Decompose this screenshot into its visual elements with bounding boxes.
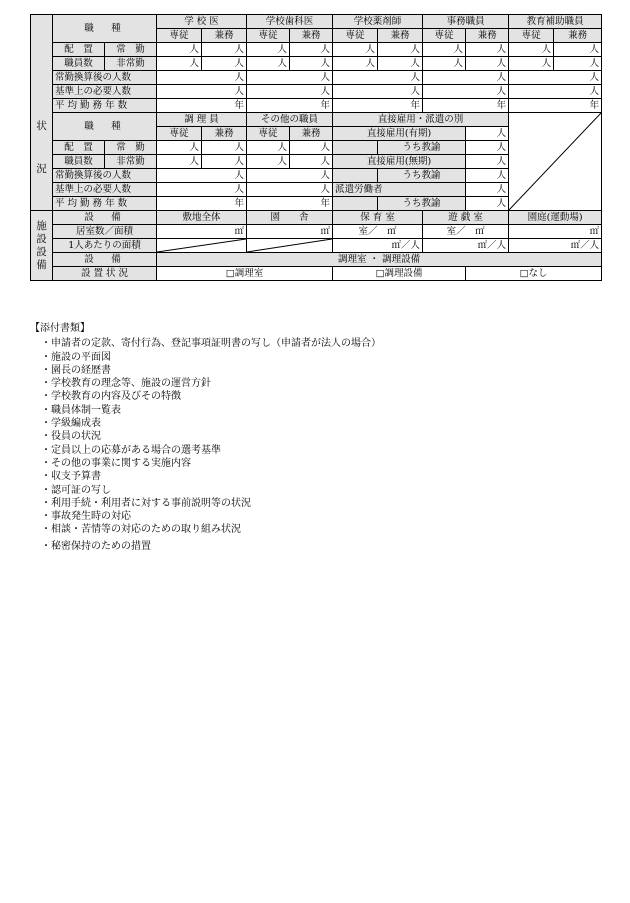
facility-side-label	[31, 211, 53, 281]
count-cell[interactable]: 人	[157, 141, 202, 155]
count-cell[interactable]: 人	[423, 85, 509, 99]
full-time-header: 専従	[247, 127, 290, 141]
list-item: ・事故発生時の対応	[41, 511, 131, 523]
count-cell[interactable]: 人	[247, 183, 333, 197]
job-type-header: 職 種	[53, 15, 157, 43]
count-cell[interactable]: 人	[333, 71, 423, 85]
rooms-area-cell[interactable]: 室／ ㎡	[423, 225, 509, 239]
count-cell[interactable]: 人	[509, 85, 602, 99]
blank-diagonal-cell	[157, 239, 247, 253]
option-none[interactable]: □なし	[466, 267, 602, 281]
count-cell[interactable]: 人	[202, 141, 247, 155]
blank-diagonal-cell	[509, 113, 602, 211]
role-other-staff: その他の職員	[247, 113, 333, 127]
dispatch-label: 派遣労働者	[333, 183, 466, 197]
count-cell[interactable]: 人	[509, 57, 554, 71]
count-cell[interactable]: 人	[247, 155, 290, 169]
list-item: ・学校教育の理念等、施設の運営方針	[41, 378, 211, 390]
count-cell[interactable]: 人	[423, 71, 509, 85]
part-time-header: 兼務	[202, 127, 247, 141]
count-cell[interactable]: 人	[157, 57, 202, 71]
area-cell[interactable]: ㎡	[157, 225, 247, 239]
count-cell[interactable]: 人	[157, 85, 247, 99]
staff-count-label: 職員数	[53, 155, 105, 169]
converted-label: 常勤換算後の人数	[53, 169, 157, 183]
years-cell[interactable]: 年	[157, 99, 247, 113]
count-cell[interactable]: 人	[466, 197, 509, 211]
placement-label: 配 置	[53, 43, 105, 57]
side-char-jo: 状	[36, 119, 47, 132]
years-cell[interactable]: 年	[247, 197, 333, 211]
list-item: ・その他の事業に関する実施内容	[41, 457, 191, 469]
count-cell[interactable]: 人	[554, 57, 602, 71]
form-table	[30, 14, 602, 281]
count-cell[interactable]: 人	[466, 127, 509, 141]
indent-cell	[333, 141, 378, 155]
count-cell[interactable]: 人	[466, 141, 509, 155]
direct-fixed-label: 直接雇用(有期)	[333, 127, 466, 141]
full-time-header: 専従	[247, 29, 290, 43]
indent-cell	[333, 169, 378, 183]
count-cell[interactable]: 人	[290, 155, 333, 169]
part-time-header: 兼務	[378, 29, 423, 43]
converted-label: 常勤換算後の人数	[53, 71, 157, 85]
col-site-total: 敷地全体	[157, 211, 247, 225]
of-which-teacher-label: うち教諭	[378, 197, 466, 211]
side-char: 備	[36, 258, 47, 271]
count-cell[interactable]: 人	[423, 57, 466, 71]
role-school-doctor: 学 校 医	[157, 15, 247, 29]
side-char: 施	[36, 219, 47, 232]
per-person-cell[interactable]: ㎡／人	[333, 239, 423, 253]
count-cell[interactable]: 人	[466, 155, 509, 169]
role-school-pharmacist: 学校薬剤師	[333, 15, 423, 29]
full-time-header: 専従	[157, 127, 202, 141]
count-cell[interactable]: 人	[423, 43, 466, 57]
status-side-label	[31, 15, 53, 211]
placement-label: 配 置	[53, 141, 105, 155]
cooking-header: 調理室 ・ 調理設備	[157, 253, 602, 267]
count-cell[interactable]: 人	[333, 57, 378, 71]
regular-label: 常 勤	[105, 43, 157, 57]
list-item: ・学級編成表	[41, 418, 101, 430]
role-office-staff: 事務職員	[423, 15, 509, 29]
count-cell[interactable]: 人	[509, 71, 602, 85]
count-cell[interactable]: 人	[378, 57, 423, 71]
role-school-dentist: 学校歯科医	[247, 15, 333, 29]
list-item: ・職員体制一覧表	[41, 404, 121, 416]
full-time-header: 専従	[157, 29, 202, 43]
count-cell[interactable]: 人	[509, 43, 554, 57]
of-which-teacher-label: うち教諭	[378, 141, 466, 155]
count-cell[interactable]: 人	[202, 155, 247, 169]
per-person-cell[interactable]: ㎡／人	[423, 239, 509, 253]
full-time-header: 専従	[333, 29, 378, 43]
full-time-header: 専従	[423, 29, 466, 43]
count-cell[interactable]: 人	[290, 43, 333, 57]
employment-type-header: 直接雇用・派遣の別	[333, 113, 509, 127]
staff-count-label: 職員数	[53, 57, 105, 71]
full-time-header: 専従	[509, 29, 554, 43]
install-status-label: 設 置 状 況	[53, 267, 157, 281]
years-cell[interactable]: 年	[247, 99, 333, 113]
avg-years-label: 平 均 勤 務 年 数	[53, 99, 157, 113]
count-cell[interactable]: 人	[247, 71, 333, 85]
list-item: ・施設の平面図	[41, 351, 111, 363]
attachments-title: 【添付書類】	[30, 323, 90, 334]
count-cell[interactable]: 人	[247, 169, 333, 183]
blank-diagonal-cell	[247, 239, 333, 253]
count-cell[interactable]: 人	[333, 85, 423, 99]
equipment-header: 設 備	[53, 211, 157, 225]
per-person-cell[interactable]: ㎡／人	[509, 239, 602, 253]
avg-years-label: 平 均 勤 務 年 数	[53, 197, 157, 211]
direct-unlimited-label: 直接雇用(無期)	[333, 155, 466, 169]
count-cell[interactable]: 人	[466, 183, 509, 197]
required-label: 基準上の必要人数	[53, 85, 157, 99]
col-nursery-room: 保 育 室	[333, 211, 423, 225]
list-item: ・利用手続・利用者に対する事前説明等の状況	[41, 497, 251, 509]
area-cell[interactable]: ㎡	[509, 225, 602, 239]
col-building: 園 舎	[247, 211, 333, 225]
col-playground: 園庭(運動場)	[509, 211, 602, 225]
list-item: ・申請者の定款、寄付行為、登記事項証明書の写し（申請者が法人の場合）	[41, 338, 381, 350]
count-cell[interactable]: 人	[157, 71, 247, 85]
part-time-header: 兼務	[202, 29, 247, 43]
years-cell[interactable]: 年	[423, 99, 509, 113]
years-cell[interactable]: 年	[333, 99, 423, 113]
role-cook: 調 理 員	[157, 113, 247, 127]
count-cell[interactable]: 人	[466, 57, 509, 71]
years-cell[interactable]: 年	[509, 99, 602, 113]
nonregular-label: 非常勤	[105, 155, 157, 169]
count-cell[interactable]: 人	[202, 43, 247, 57]
count-cell[interactable]: 人	[554, 43, 602, 57]
list-item: ・秘密保持のための措置	[41, 540, 151, 552]
equipment-header: 設 備	[53, 253, 157, 267]
list-item: ・認可証の写し	[41, 484, 111, 496]
count-cell[interactable]: 人	[247, 57, 290, 71]
count-cell[interactable]: 人	[466, 43, 509, 57]
required-label: 基準上の必要人数	[53, 183, 157, 197]
option-cooking-room[interactable]: □調理室	[157, 267, 333, 281]
side-char: 設	[36, 232, 47, 245]
side-char-kyo: 況	[36, 162, 47, 175]
list-item: ・園長の経歴書	[41, 364, 111, 376]
list-item: ・収支予算書	[41, 471, 101, 483]
part-time-header: 兼務	[554, 29, 602, 43]
count-cell[interactable]: 人	[466, 169, 509, 183]
count-cell[interactable]: 人	[333, 43, 378, 57]
count-cell[interactable]: 人	[247, 43, 290, 57]
indent-cell	[333, 197, 378, 211]
role-education-assistant: 教育補助職員	[509, 15, 602, 29]
count-cell[interactable]: 人	[157, 183, 247, 197]
count-cell[interactable]: 人	[202, 57, 247, 71]
part-time-header: 兼務	[466, 29, 509, 43]
count-cell[interactable]: 人	[247, 85, 333, 99]
count-cell[interactable]: 人	[157, 43, 202, 57]
regular-label: 常 勤	[105, 141, 157, 155]
count-cell[interactable]: 人	[247, 141, 290, 155]
job-type-header-2: 職 種	[53, 113, 157, 141]
list-item: ・役員の状況	[41, 431, 101, 443]
list-item: ・学校教育の内容及びその特徴	[41, 391, 181, 403]
col-play-room: 遊 戯 室	[423, 211, 509, 225]
rooms-area-cell[interactable]: 室／ ㎡	[333, 225, 423, 239]
count-cell[interactable]: 人	[157, 169, 247, 183]
nonregular-label: 非常勤	[105, 57, 157, 71]
of-which-teacher-label: うち教諭	[378, 169, 466, 183]
part-time-header: 兼務	[290, 29, 333, 43]
side-char: 設	[36, 245, 47, 258]
list-item: ・定員以上の応募がある場合の選考基準	[41, 444, 221, 456]
per-person-label: 1人あたりの面積	[53, 239, 157, 253]
list-item: ・相談・苦情等の対応のための取り組み状況	[41, 524, 241, 536]
years-cell[interactable]: 年	[157, 197, 247, 211]
attachments-section	[30, 322, 601, 553]
count-cell[interactable]: 人	[157, 155, 202, 169]
attachments-list	[30, 337, 601, 553]
option-cooking-equipment[interactable]: □調理設備	[333, 267, 466, 281]
part-time-header: 兼務	[290, 127, 333, 141]
count-cell[interactable]: 人	[290, 141, 333, 155]
area-cell[interactable]: ㎡	[247, 225, 333, 239]
count-cell[interactable]: 人	[378, 43, 423, 57]
rooms-area-label: 居室数／面積	[53, 225, 157, 239]
count-cell[interactable]: 人	[290, 57, 333, 71]
